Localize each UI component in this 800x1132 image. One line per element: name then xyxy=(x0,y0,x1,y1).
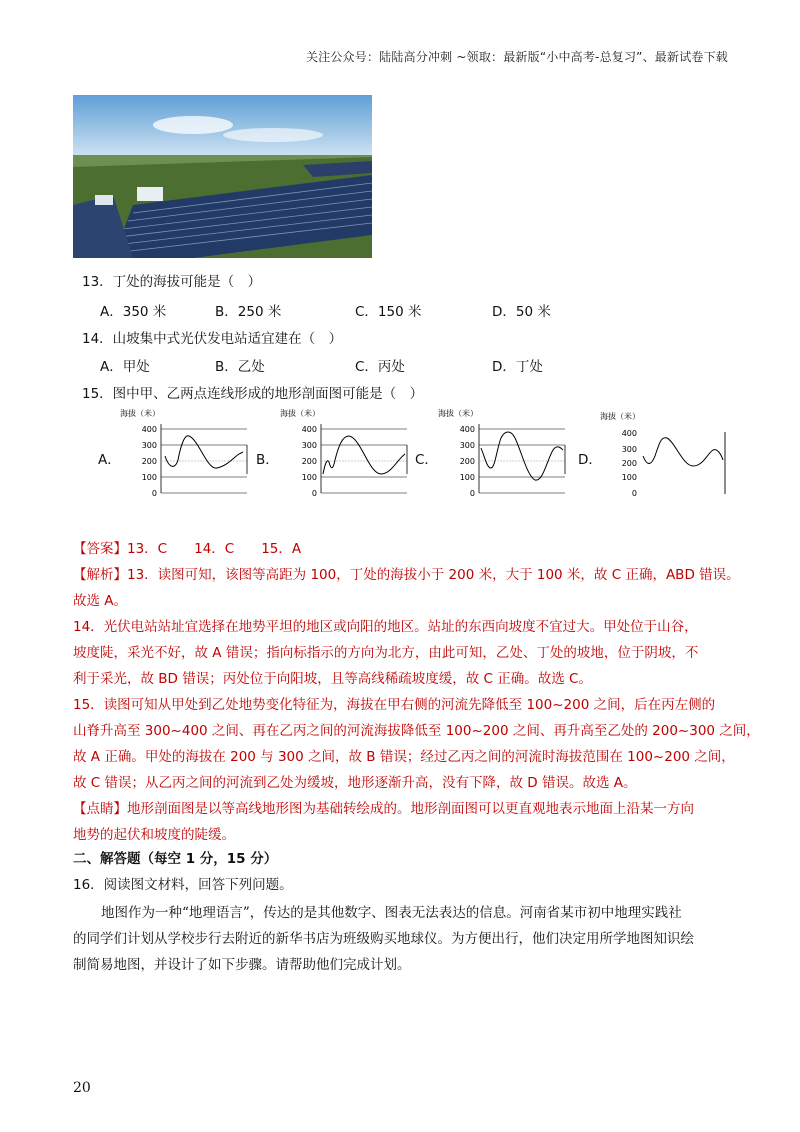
profile-b-tick-400: 400 xyxy=(301,425,317,434)
q14-option-d: D．丁处 xyxy=(492,359,543,375)
q14-option-a: A．甲处 xyxy=(100,359,150,375)
profile-c-tick-300: 300 xyxy=(459,441,475,450)
profile-a-tick-0: 0 xyxy=(151,489,157,498)
page-number: 20 xyxy=(73,1080,91,1096)
q13-option-d: D．50 米 xyxy=(492,304,551,320)
profile-b-tick-0: 0 xyxy=(311,489,317,498)
answer-line: 【答案】13．C 14．C 15．A xyxy=(73,541,302,557)
profile-d-ylabel: 海拔（米） xyxy=(600,412,640,421)
profile-c-tick-0: 0 xyxy=(469,489,475,498)
q15-option-a-label: A． xyxy=(98,452,121,468)
analysis-block: 【解析】13．读图可知，该图等高距为 100，丁处的海拔小于 200 米，大于 100 米，故 C 正确，ABD 错误。 故选 A。 14．光伏电站站址宜选择在地势平坦的地区或向阳的地区。站址的东西向坡度不宜过大。甲处位于山谷， 坡度陡，采光不好，故 A 错误；指向标指示的方向为北方，由此可知，乙处、丁处的坡地，位于阴坡，不 利于采光，故 BD 错误；丙处位于向阳坡，且等高线稀疏坡度缓，故 C 正确。故选 C。 15．读图可知从甲处到乙处地势变化特征为，海拔在甲右侧的河流先降低至 100~200 之间，后在丙左侧的 山脊升高至 300~400 之间、再在乙丙之间的河流海拔降低至 100~200 之间、再升高至乙处的 200~300 之间， 故 A 正确。甲处的海拔在 200 与 300 之间，故 B 错误；经过乙丙之间的河流时海拔范围在 100~200 之间， 故 C 错误；从乙丙之间的河流到乙处为缓坡，地形逐渐升高，没有下降，故 D 错误。故选 A。 【点睛】地形剖面图是以等高线地形图为基础转绘成的。地形剖面图可以更直观地表示地面上沿某一方向 地势的起伏和坡度的陡缓。 xyxy=(73,567,760,843)
q13-option-c: C．150 米 xyxy=(355,304,422,320)
q15-option-d-label: D． xyxy=(578,452,602,468)
q15-option-c-label: C． xyxy=(415,452,438,468)
q14-option-c: C．丙处 xyxy=(355,359,405,375)
profile-d-tick-400: 400 xyxy=(621,429,637,438)
q15-option-b-label: B． xyxy=(256,452,279,468)
profile-c-tick-200: 200 xyxy=(459,457,475,466)
profile-b-tick-100: 100 xyxy=(301,473,317,482)
q13-option-b: B．250 米 xyxy=(215,304,282,320)
q14-option-b: B．乙处 xyxy=(215,359,265,375)
q15-stem: 15．图中甲、乙两点连线形成的地形剖面图可能是（ ） xyxy=(82,386,424,402)
profile-chart-d xyxy=(595,404,735,504)
profile-chart-a xyxy=(115,404,255,504)
solar-farm-photo xyxy=(73,95,372,258)
q13-option-a: A．350 米 xyxy=(100,304,167,320)
section-heading: 二、解答题（每空 1 分，15 分） xyxy=(73,851,278,867)
profile-a-curve xyxy=(165,436,243,468)
profile-d-tick-0: 0 xyxy=(631,489,637,498)
profile-b-tick-300: 300 xyxy=(301,441,317,450)
profile-b-tick-200: 200 xyxy=(301,457,317,466)
q16-body: 地图作为一种“地理语言”，传达的是其他数字、图表无法表达的信息。河南省某市初中地理实践社 的同学们计划从学校步行去附近的新华书店为班级购买地球仪。为方便出行，他们决定用所学地图知识绘 制简易地图，并设计了如下步骤。请帮助他们完成计划。 xyxy=(73,905,694,973)
q14-stem: 14．山坡集中式光伏发电站适宜建在（ ） xyxy=(82,331,343,347)
profile-a-tick-200: 200 xyxy=(141,457,157,466)
profile-a-tick-300: 300 xyxy=(141,441,157,450)
profile-a-tick-100: 100 xyxy=(141,473,157,482)
profile-chart-b xyxy=(275,404,415,504)
profile-chart-c xyxy=(433,404,573,504)
profile-c-curve xyxy=(481,432,563,480)
page-header: 关注公众号：陆陆高分冲刺 ~领取：最新版“小中高考-总复习”、最新试卷下载 xyxy=(305,50,728,64)
profile-c-tick-400: 400 xyxy=(459,425,475,434)
profile-d-curve xyxy=(643,438,723,466)
profile-b-curve xyxy=(323,436,405,474)
profile-a-tick-400: 400 xyxy=(141,425,157,434)
q13-stem: 13．丁处的海拔可能是（ ） xyxy=(82,274,262,290)
profile-d-tick-300: 300 xyxy=(621,445,637,454)
profile-a-ylabel: 海拔（米） xyxy=(120,409,160,418)
profile-d-tick-100: 100 xyxy=(621,473,637,482)
profile-b-ylabel: 海拔（米） xyxy=(280,409,320,418)
q16-stem: 16．阅读图文材料，回答下列问题。 xyxy=(73,877,293,893)
profile-c-tick-100: 100 xyxy=(459,473,475,482)
profile-d-tick-200: 200 xyxy=(621,459,637,468)
profile-c-ylabel: 海拔（米） xyxy=(438,409,478,418)
